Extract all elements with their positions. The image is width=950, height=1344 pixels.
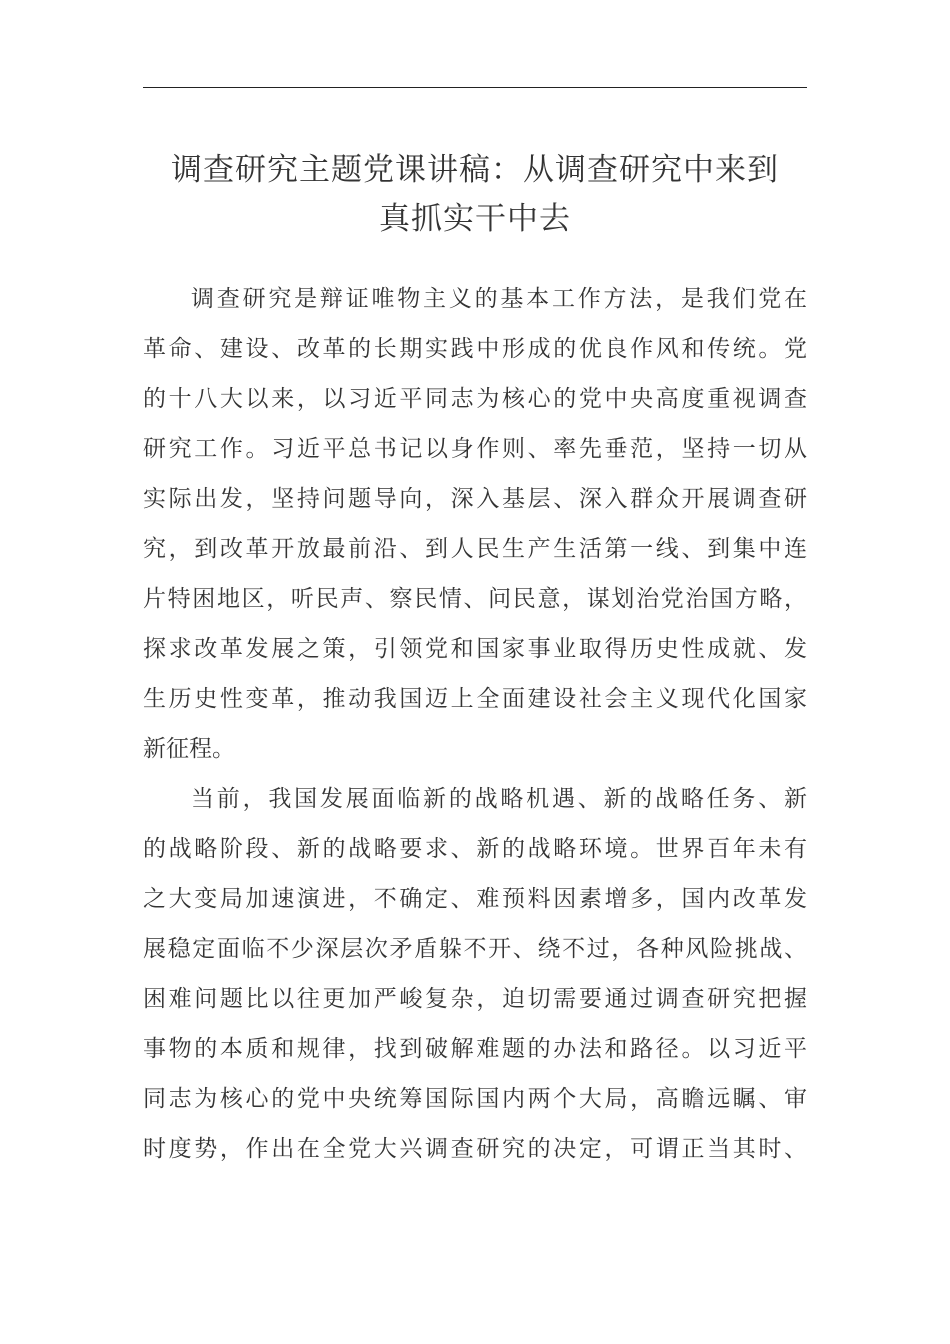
text-line: 之大变局加速演进，不确定、难预料因素增多，国内改革发 (143, 886, 807, 912)
text-line: 困难问题比以往更加严峻复杂，迫切需要通过调查研究把握 (143, 986, 807, 1012)
text-line: 片特困地区，听民声、察民情、问民意，谋划治党治国方略， (143, 586, 807, 612)
text-line: 同志为核心的党中央统筹国际国内两个大局，高瞻远瞩、审 (143, 1086, 807, 1112)
header-rule (143, 87, 807, 88)
text-line: 革命、建设、改革的长期实践中形成的优良作风和传统。党 (143, 336, 807, 362)
text-line: 的十八大以来，以习近平同志为核心的党中央高度重视调查 (143, 386, 807, 412)
text-line: 研究工作。习近平总书记以身作则、率先垂范，坚持一切从 (143, 436, 807, 462)
text-line: 的战略阶段、新的战略要求、新的战略环境。世界百年未有 (143, 836, 807, 862)
paragraph-2 (143, 774, 807, 1174)
document-title (143, 146, 807, 244)
document-body (143, 274, 807, 1174)
text-line: 时度势，作出在全党大兴调查研究的决定，可谓正当其时、 (143, 1136, 807, 1162)
text-line: 究，到改革开放最前沿、到人民生产生活第一线、到集中连 (143, 536, 807, 562)
title-line: 调查研究主题党课讲稿：从调查研究中来到 (171, 152, 779, 188)
text-line: 新征程。 (143, 736, 235, 762)
text-line: 探求改革发展之策，引领党和国家事业取得历史性成就、发 (143, 636, 807, 662)
text-line: 当前，我国发展面临新的战略机遇、新的战略任务、新 (191, 786, 807, 812)
paragraph-1 (143, 274, 807, 774)
text-line: 生历史性变革，推动我国迈上全面建设社会主义现代化国家 (143, 686, 807, 712)
text-line: 调查研究是辩证唯物主义的基本工作方法，是我们党在 (191, 286, 807, 312)
text-line: 实际出发，坚持问题导向，深入基层、深入群众开展调查研 (143, 486, 807, 512)
text-line: 事物的本质和规律，找到破解难题的办法和路径。以习近平 (143, 1036, 807, 1062)
text-line: 展稳定面临不少深层次矛盾躲不开、绕不过，各种风险挑战、 (143, 936, 807, 962)
title-line: 真抓实干中去 (379, 201, 571, 237)
